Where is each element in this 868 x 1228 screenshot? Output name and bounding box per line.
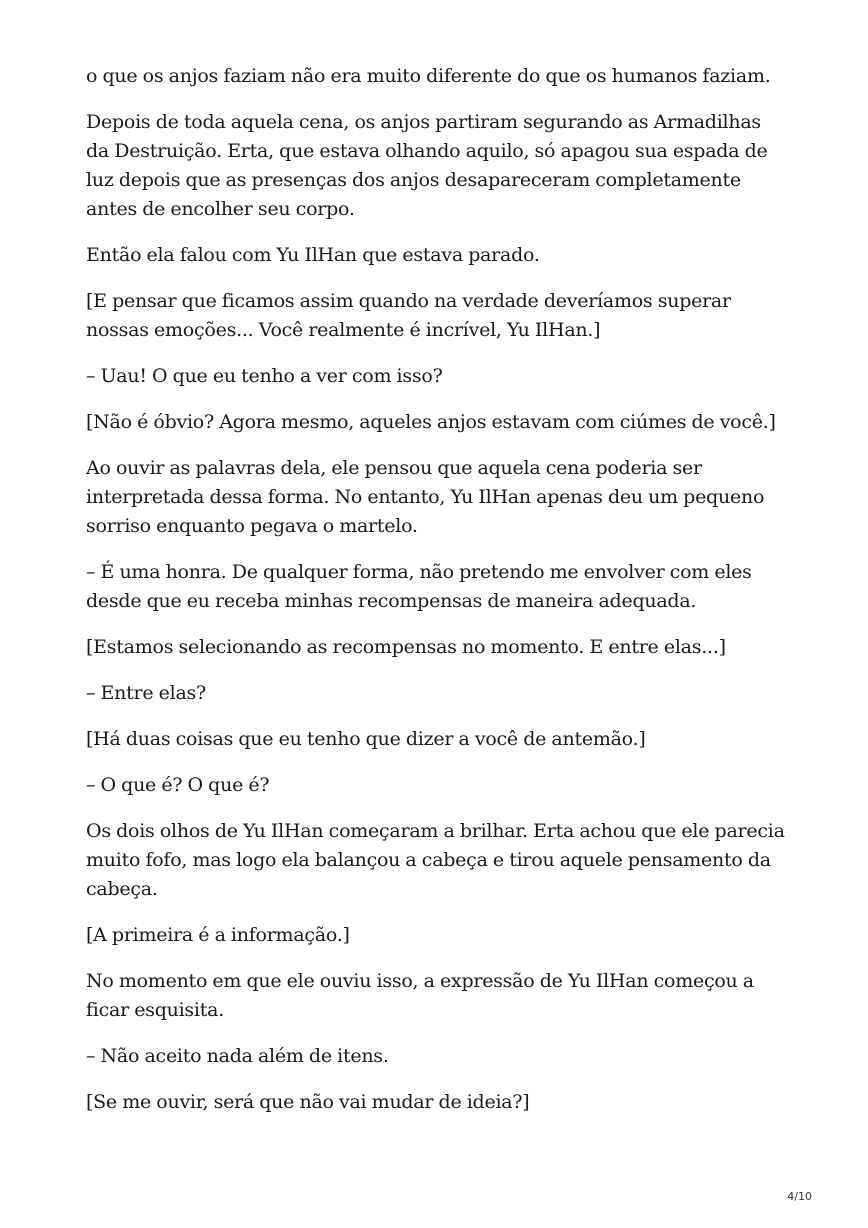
paragraph-9: [Estamos selecionando as recompensas no momento. E entre elas...] <box>86 636 726 658</box>
paragraph-14: [A primeira é a informação.] <box>86 924 350 946</box>
paragraph-8: – É uma honra. De qualquer forma, não pretendo me envolver com eles desde que eu receba minhas recompensas de maneira adequada. <box>86 561 752 612</box>
paragraph-4: [E pensar que ficamos assim quando na verdade deveríamos superar nossas emoções... Você realmente é incrível, Yu IlHan.] <box>86 290 731 341</box>
paragraph-6: [Não é óbvio? Agora mesmo, aqueles anjos estavam com ciúmes de você.] <box>86 411 776 433</box>
paragraph-17: [Se me ouvir, será que não vai mudar de ideia?] <box>86 1091 530 1113</box>
paragraph-2: Depois de toda aquela cena, os anjos partiram segurando as Armadilhas da Destruição. Erta, que estava olhando aquilo, só apagou sua espada de luz depois que as presenças dos anjos desapareceram completamente antes de encolher seu corpo. <box>86 111 768 220</box>
paragraph-13: Os dois olhos de Yu IlHan começaram a brilhar. Erta achou que ele parecia muito fofo, mas logo ela balançou a cabeça e tirou aquele pensamento da cabeça. <box>86 820 785 900</box>
paragraph-11: [Há duas coisas que eu tenho que dizer a você de antemão.] <box>86 728 646 750</box>
paragraph-15: No momento em que ele ouviu isso, a expressão de Yu IlHan começou a ficar esquisita. <box>86 970 754 1021</box>
paragraph-12: – O que é? O que é? <box>86 774 270 796</box>
paragraph-7: Ao ouvir as palavras dela, ele pensou que aquela cena poderia ser interpretada dessa forma. No entanto, Yu IlHan apenas deu um pequeno sorriso enquanto pegava o martelo. <box>86 457 765 537</box>
paragraph-5: – Uau! O que eu tenho a ver com isso? <box>86 365 443 387</box>
document-body <box>86 62 786 1134</box>
paragraph-3: Então ela falou com Yu IlHan que estava parado. <box>86 244 540 266</box>
paragraph-10: – Entre elas? <box>86 682 206 704</box>
paragraph-16: – Não aceito nada além de itens. <box>86 1045 389 1067</box>
paragraph-1: o que os anjos faziam não era muito diferente do que os humanos faziam. <box>86 65 771 87</box>
page-number: 4/10 <box>787 1190 812 1203</box>
